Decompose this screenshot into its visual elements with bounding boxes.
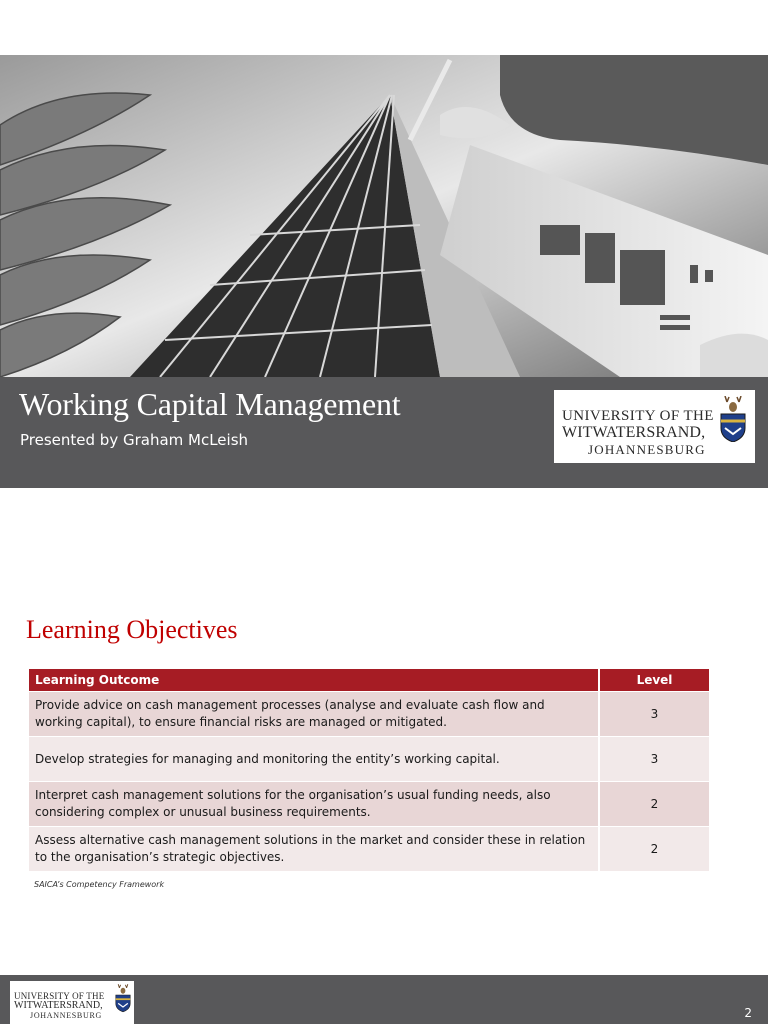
logo-line-1: UNIVERSITY OF THE	[14, 991, 105, 1001]
slide-heading: Learning Objectives	[26, 615, 238, 644]
table-row	[29, 692, 709, 737]
collage-graphic	[0, 55, 768, 377]
table-header-row	[29, 669, 709, 692]
table-row	[29, 737, 709, 782]
outcome-cell: Interpret cash management solutions for the organisation’s usual funding needs, also considering complex or unusual business requirements.	[29, 782, 599, 827]
level-cell: 3	[599, 737, 709, 782]
deck-subtitle: Presented by Graham McLeish	[20, 431, 249, 449]
deck-title: Working Capital Management	[19, 386, 401, 422]
table-row	[29, 827, 709, 872]
table-row	[29, 782, 709, 827]
university-crest-icon	[114, 983, 132, 1013]
page-number: 2	[744, 1006, 752, 1020]
logo-line-3: JOHANNESBURG	[588, 442, 706, 457]
hero-image	[0, 55, 768, 377]
university-crest-icon	[718, 396, 748, 442]
level-cell: 3	[599, 692, 709, 737]
outcome-cell: Provide advice on cash management processes (analyse and evaluate cash flow and working capital), to ensure financial risks are managed or mitigated.	[29, 692, 599, 737]
header-learning-outcome: Learning Outcome	[29, 669, 599, 692]
level-cell: 2	[599, 782, 709, 827]
learning-objectives-slide	[0, 590, 768, 1024]
logo-line-2: WITWATERSRAND,	[14, 1000, 103, 1011]
logo-line-1: UNIVERSITY OF THE	[562, 408, 714, 424]
logo-line-3: JOHANNESBURG	[30, 1011, 102, 1020]
university-logo	[554, 390, 755, 463]
outcome-cell: Assess alternative cash management solutions in the market and consider these in relation to the organisation’s strategic objectives.	[29, 827, 599, 872]
footer-university-logo	[10, 981, 134, 1024]
header-level: Level	[599, 669, 709, 692]
learning-outcomes-table	[29, 669, 709, 871]
level-cell: 2	[599, 827, 709, 872]
outcome-cell: Develop strategies for managing and monitoring the entity’s working capital.	[29, 737, 599, 782]
source-note: SAICA’s Competency Framework	[34, 880, 165, 889]
logo-line-2: WITWATERSRAND,	[562, 424, 706, 441]
